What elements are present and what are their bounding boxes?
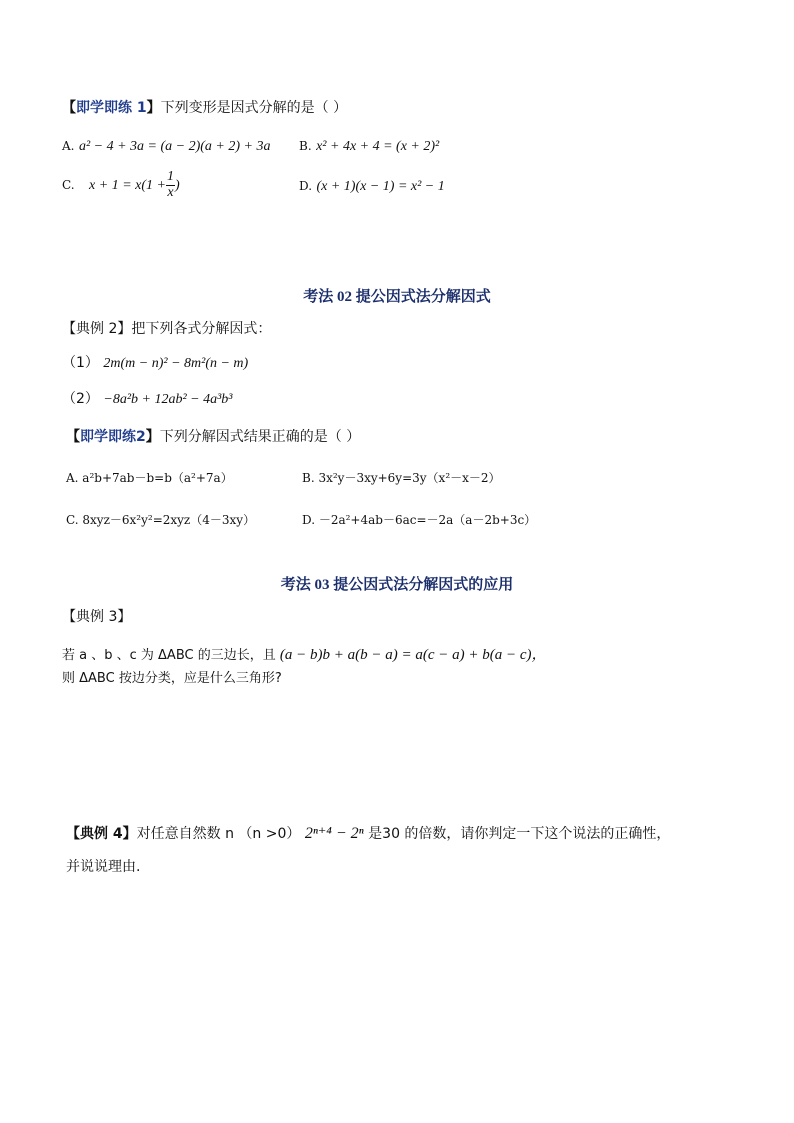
practice1-tag: 即学即练 1 (76, 100, 147, 116)
practice2-tag: 即学即练2 (80, 429, 146, 445)
fraction-numerator: 1 (166, 169, 174, 184)
example4-line-1 (66, 823, 670, 843)
section2-item-2 (62, 388, 233, 408)
example4-text: 对任意自然数 n （n >0） (136, 826, 301, 842)
practice2-question: 下列分解因式结果正确的是（ ） (159, 429, 361, 445)
practice2-option-a: A. a²b+7ab－b=b（a²+7a） (66, 471, 233, 485)
practice1-option-a (62, 138, 270, 155)
section3-line-1 (62, 643, 547, 664)
section2-title: 考法 02 提公因式法分解因式 (303, 289, 491, 305)
option-math: x² + 4x + 4 = (x + 2)² (316, 139, 440, 154)
option-label: A. (62, 139, 75, 153)
example4-text: 是30 的倍数，请你判定一下这个说法的正确性， (368, 826, 671, 842)
option-math: (x + 1)(x − 1) = x² − 1 (316, 179, 445, 194)
fraction-denominator: x (167, 184, 174, 200)
option-label: D. (299, 179, 313, 193)
item-math: −8a²b + 12ab² − 4a³b³ (103, 392, 233, 407)
practice2-option-c: C. 8xyz－6x²y²=2xyz（4－3xy） (66, 513, 256, 527)
bracket: 】 (146, 100, 161, 116)
item-label: （1） (62, 355, 99, 371)
example4-math: 2ⁿ⁺⁴ − 2ⁿ (304, 825, 364, 842)
practice1-option-c (62, 170, 180, 200)
problem-text: 若 a 、b 、c 为 ΔABC 的三边长，且 (62, 648, 276, 663)
example4-tag: 【典例 4】 (66, 826, 137, 842)
section2-example: 【典例 2】把下列各式分解因式： (62, 321, 272, 337)
practice2-header (66, 426, 360, 446)
problem-math: (a − b)b + a(b − a) = a(c − a) + b(a − c)， (279, 647, 547, 663)
bracket: 【 (62, 100, 76, 116)
option-label: B. (299, 139, 312, 153)
option-label: C. (62, 178, 75, 193)
practice2-option-b: B. 3x²y－3xy+6y=3y（x²－x－2） (302, 471, 501, 485)
fraction (166, 170, 175, 200)
section2-item-1 (62, 352, 248, 372)
option-math: x + 1 = x(1 + (89, 178, 166, 194)
bracket: 【 (66, 429, 80, 445)
example4-line-2: 并说说理由. (66, 859, 141, 875)
practice1-option-d (299, 178, 445, 195)
practice1-option-b (299, 138, 439, 155)
practice1-question: 下列变形是因式分解的是（ ） (160, 100, 348, 116)
item-label: （2） (62, 391, 99, 407)
item-math: 2m(m − n)² − 8m²(n − m) (103, 356, 249, 371)
section3-title: 考法 03 提公因式法分解因式的应用 (280, 577, 514, 593)
section3-line-2: 则 ΔABC 按边分类，应是什么三角形? (62, 671, 282, 686)
practice2-option-d: D. －2a²+4ab－6ac=－2a（a－2b+3c） (302, 513, 537, 527)
practice1-header (62, 97, 347, 117)
section3-example: 【典例 3】 (62, 609, 132, 625)
option-math: ) (174, 178, 180, 194)
option-math: a² − 4 + 3a = (a − 2)(a + 2) + 3a (78, 139, 271, 154)
bracket: 】 (145, 429, 160, 445)
